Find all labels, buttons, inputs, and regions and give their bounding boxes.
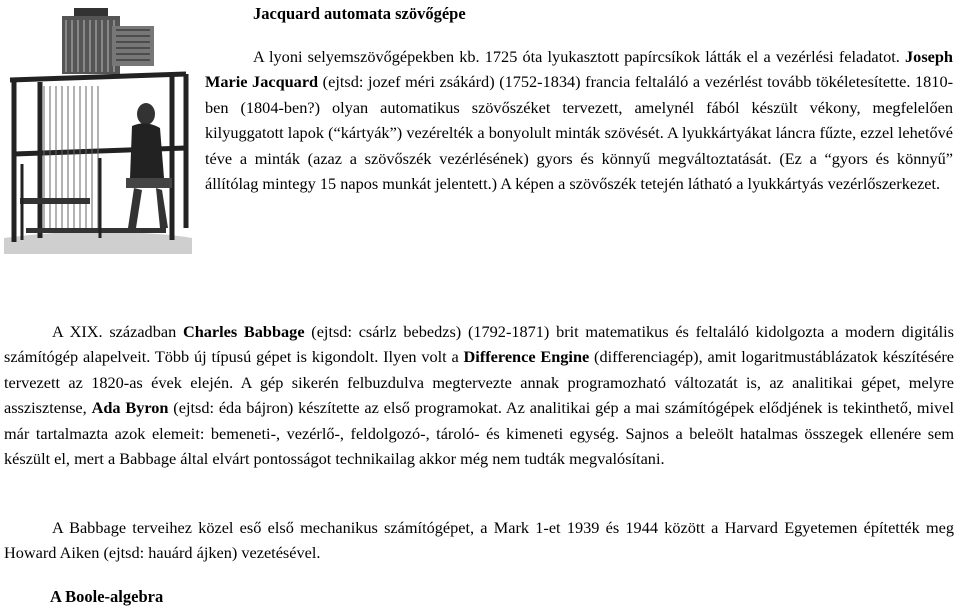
section-title-boole: A Boole-algebra — [50, 587, 164, 606]
paragraph-babbage — [4, 319, 954, 471]
section-title-jacquard: Jacquard automata szövőgépe — [253, 4, 466, 23]
para2-text-1: A XIX. században — [52, 322, 183, 341]
para2-text-2: (ejtsd: csárlz bebedzs) (1792-1871) brit matematikus és feltaláló kidolgozta a modern digitális számítógép alapelveit. Több új típusú gépet is kigondolt. Ilyen volt a — [4, 322, 954, 367]
paragraph-mark1 — [4, 515, 954, 566]
paragraph-jacquard — [205, 44, 953, 196]
jacquard-loom-image — [0, 2, 196, 260]
para2-text-3: (differenciagép), amit logaritmustáblázatok készítésére tervezett az 1820-as évek elején. A gép sikerén felbuzdulva megtervezte annak programozható változatát is, az analitikai gépet, melyre asszisztense, — [4, 347, 954, 418]
name-ada-byron: Ada Byron — [91, 398, 169, 418]
name-babbage: Charles Babbage — [182, 322, 305, 341]
para3-text: A Babbage terveihez közel eső első mechanikus számítógépet, a Mark 1-et 1939 és 1944 között a Harvard Egyetemen építették meg Howard Aiken (ejtsd: hauárd ájken) vezetésével. — [4, 518, 954, 563]
para1-text-2: (ejtsd: jozef méri zsákárd) (1752-1834) francia feltaláló a vezérlést tovább tökéletesítette. 1810-ben (1804-ben?) olyan automatikus szövőszéket tervezett, amelynél fából készült vékony, megfelelően kilyuggatott lapok (“kártyák”) vezérelték a bonyolult minták szövését. A lyukkártyákat láncra fűzte, ezzel lehetővé téve a minták (azaz a szövőszék vezérlésének) gyors és könnyű megváltoztatását. (Ez a “gyors és könnyű” állítólag mintegy 15 napos munkát jelentett.) A képen a szövőszék tetején látható a lyukkártyás vezérlőszerkezet. — [205, 72, 954, 194]
name-jacquard: Joseph Marie Jacquard — [205, 47, 953, 92]
term-difference-engine: Difference Engine — [463, 347, 590, 367]
para2-text-4: (ejtsd: éda bájron) készítette az első programokat. Az analitikai gép a mai számítógépek elődjének is tekinthető, mivel már tartalmazta azok elemeit: bemeneti-, vezérlő-, feldolgozó-, tároló- és kimeneti egység. Sajnos a beleölt hatalmas összegek ellenére sem készült el, mert a Babbage által elvárt pontosságot technikailag akkor még nem tudták megvalósítani. — [4, 398, 954, 469]
para1-text-1: A lyoni selyemszövőgépekben kb. 1725 óta lyukasztott papírcsíkok látták el a vezérlési feladatot. — [253, 47, 906, 66]
